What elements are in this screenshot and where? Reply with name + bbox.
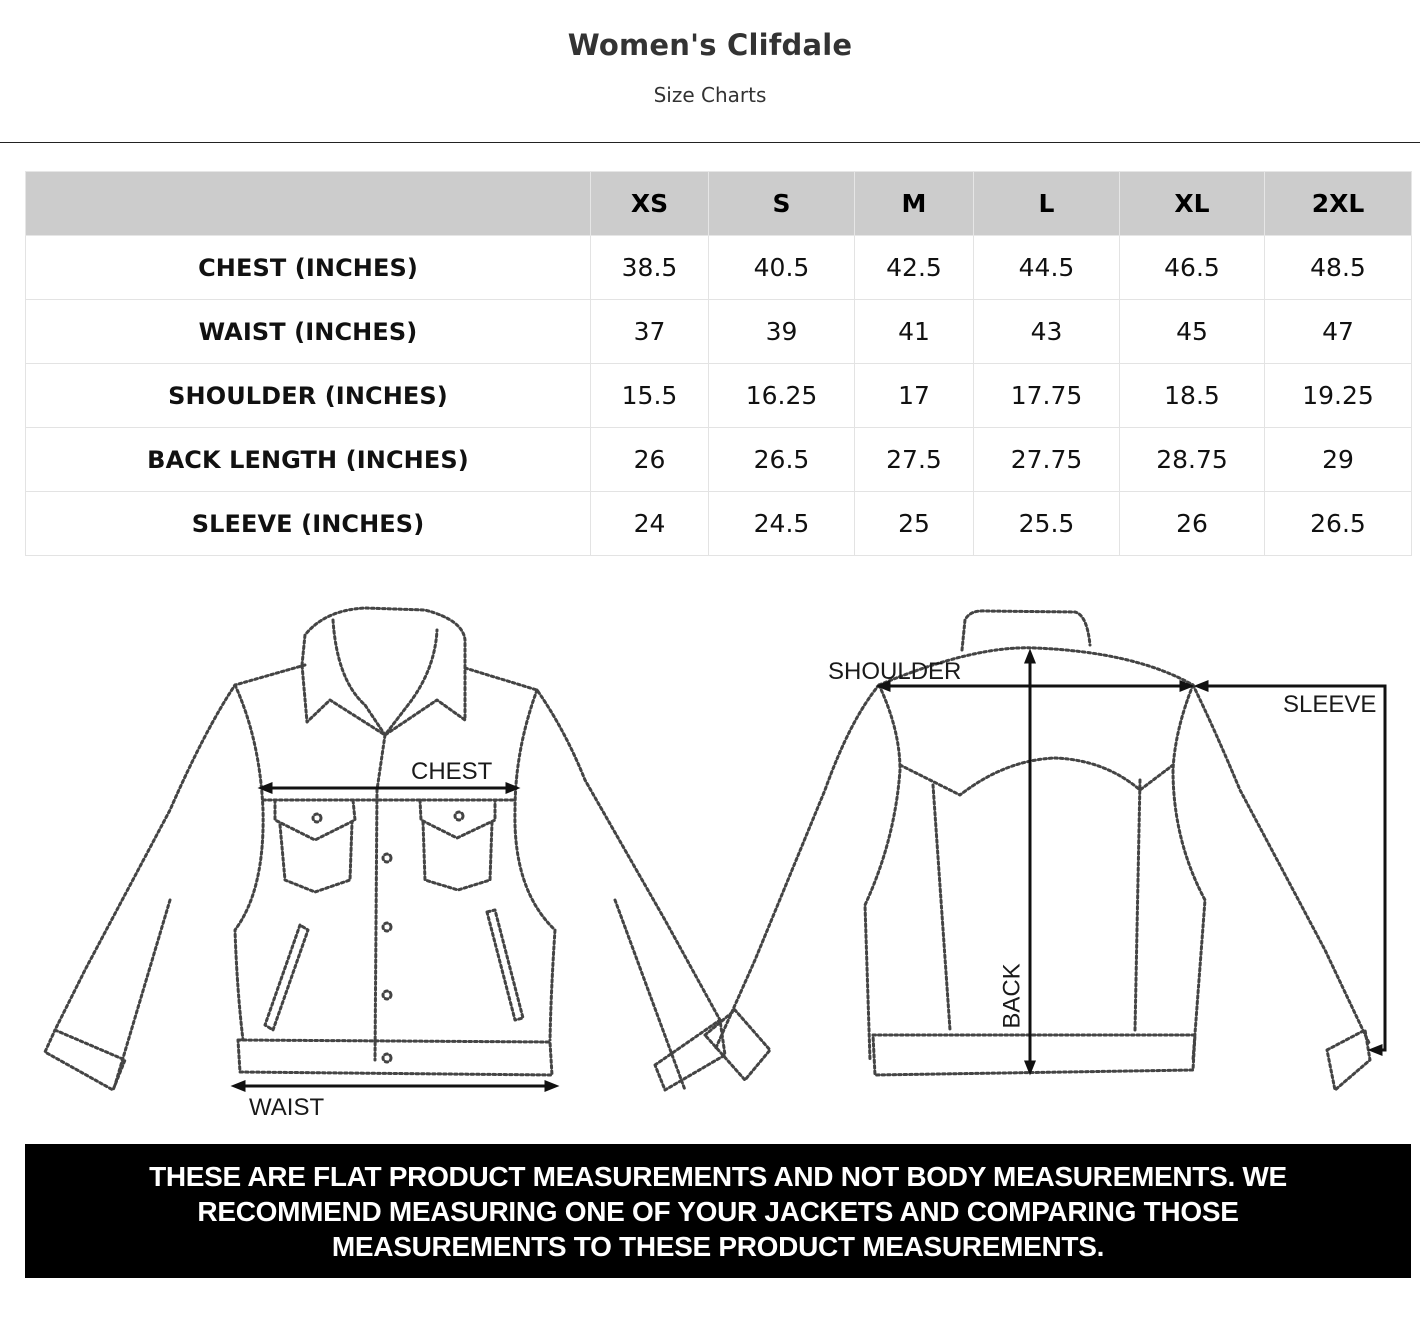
table-cell: 16.25 <box>709 364 855 428</box>
table-cell: 17 <box>855 364 974 428</box>
table-cell: 27.75 <box>974 428 1120 492</box>
table-row-chest <box>26 236 1412 300</box>
row-label: WAIST (INCHES) <box>26 300 591 364</box>
table-cell: 44.5 <box>974 236 1120 300</box>
table-cell: 25 <box>855 492 974 556</box>
table-cell: 46.5 <box>1120 236 1265 300</box>
table-row-waist <box>26 300 1412 364</box>
column-header-l: L <box>974 172 1120 236</box>
size-chart-table <box>25 171 1412 556</box>
chest-label: CHEST <box>411 758 493 785</box>
table-cell: 25.5 <box>974 492 1120 556</box>
table-cell: 47 <box>1265 300 1412 364</box>
column-header-m: M <box>855 172 974 236</box>
column-header-s: S <box>709 172 855 236</box>
table-cell: 45 <box>1120 300 1265 364</box>
table-row-back-length <box>26 428 1412 492</box>
table-cell: 18.5 <box>1120 364 1265 428</box>
column-header-2xl: 2XL <box>1265 172 1412 236</box>
table-cell: 28.75 <box>1120 428 1265 492</box>
table-header-row <box>26 172 1412 236</box>
page-subtitle: Size Charts <box>653 83 767 107</box>
table-cell: 43 <box>974 300 1120 364</box>
table-cell: 29 <box>1265 428 1412 492</box>
waist-label: WAIST <box>249 1094 325 1121</box>
measurement-diagram <box>25 590 1411 1130</box>
measurement-notice-banner <box>25 1144 1411 1278</box>
table-cell: 17.75 <box>974 364 1120 428</box>
sleeve-measure-line <box>1201 686 1385 1050</box>
column-header-xl: XL <box>1120 172 1265 236</box>
table-cell: 41 <box>855 300 974 364</box>
table-cell: 26.5 <box>1265 492 1412 556</box>
page-header <box>0 0 1420 143</box>
back-jacket-illustration <box>705 611 1370 1090</box>
table-row-sleeve <box>26 492 1412 556</box>
table-cell: 40.5 <box>709 236 855 300</box>
table-cell: 24 <box>591 492 709 556</box>
row-label: SHOULDER (INCHES) <box>26 364 591 428</box>
page-title: Women's Clifdale <box>567 28 853 62</box>
table-cell: 39 <box>709 300 855 364</box>
table-cell: 42.5 <box>855 236 974 300</box>
table-cell: 26.5 <box>709 428 855 492</box>
row-label: SLEEVE (INCHES) <box>26 492 591 556</box>
table-cell: 26 <box>1120 492 1265 556</box>
column-header-label <box>26 172 591 236</box>
shoulder-label: SHOULDER <box>828 658 962 685</box>
row-label: BACK LENGTH (INCHES) <box>26 428 591 492</box>
table-cell: 37 <box>591 300 709 364</box>
back-label: BACK <box>998 963 1026 1029</box>
column-header-xs: XS <box>591 172 709 236</box>
row-label: CHEST (INCHES) <box>26 236 591 300</box>
table-cell: 19.25 <box>1265 364 1412 428</box>
table-cell: 38.5 <box>591 236 709 300</box>
notice-text: THESE ARE FLAT PRODUCT MEASUREMENTS AND NOT BODY MEASUREMENTS. WE RECOMMEND MEASURING ONE OF YOUR JACKETS AND COMPARING THOSE MEASUREMENTS TO THESE PRODUCT MEASUREMENTS. <box>149 1160 1287 1262</box>
sleeve-label: SLEEVE <box>1283 691 1377 718</box>
table-cell: 48.5 <box>1265 236 1412 300</box>
table-cell: 27.5 <box>855 428 974 492</box>
table-row-shoulder <box>26 364 1412 428</box>
table-cell: 26 <box>591 428 709 492</box>
table-cell: 24.5 <box>709 492 855 556</box>
table-cell: 15.5 <box>591 364 709 428</box>
front-jacket-illustration <box>45 608 725 1090</box>
